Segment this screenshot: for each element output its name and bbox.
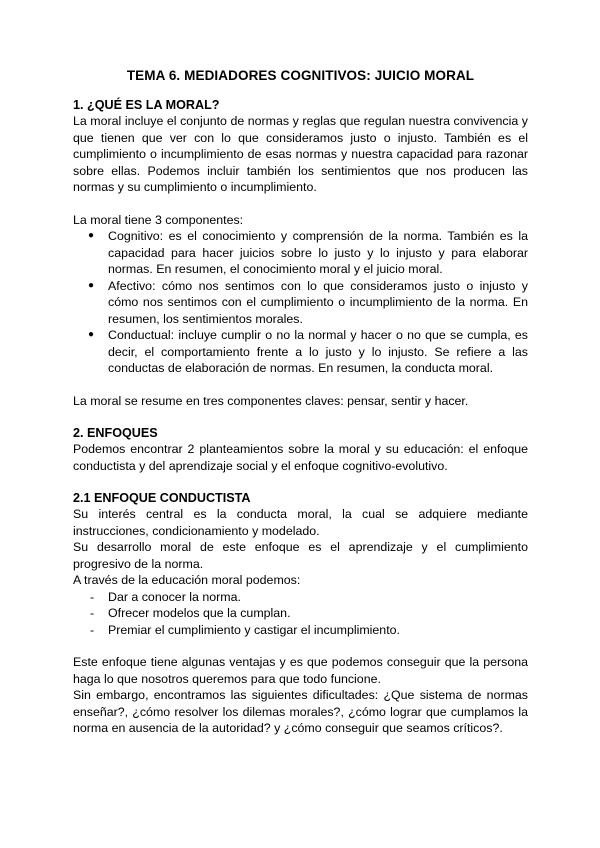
section-2-1-heading: 2.1 ENFOQUE CONDUCTISTA (73, 491, 251, 505)
document-page (73, 68, 528, 737)
section-2-1-p3: A través de la educación moral podemos: (73, 573, 301, 587)
section-1-heading: 1. ¿QUÉ ES LA MORAL? (73, 98, 220, 112)
list-item: - Dar a conocer la norma. (90, 589, 241, 604)
dash-icon: - (90, 622, 95, 637)
components-list (73, 228, 528, 377)
list-item: ● Afectivo: cómo nos sentimos con lo que consideramos justo o injusto y cómo nos sentimos con el cumplimiento o incumplimiento de la norma. En resumen, los sentimientos morales. (88, 278, 528, 326)
section-2-heading: 2. ENFOQUES (73, 426, 158, 440)
section-2-1-p1: Su interés central es la conducta moral, la cual se adquiere mediante instrucciones, condicionamiento y modelado. (73, 507, 528, 538)
actions-list (73, 589, 528, 639)
list-item: ● Cognitivo: es el conocimiento y comprensión de la norma. También es la capacidad para hacer juicios sobre lo justo y lo injusto y para elaborar normas. En resumen, el conocimiento moral y el juicio moral. (88, 229, 528, 276)
section-1-summary: La moral se resume en tres componentes claves: pensar, sentir y hacer. (73, 393, 469, 408)
section-1-intro: La moral incluye el conjunto de normas y reglas que regulan nuestra convivencia y que tienen que ver con lo que consideramos justo o injusto. También es el cumplimiento o incumplimiento de esas normas y nuestra capacidad para razonar sobre ellas. Podemos incluir también los sentimientos que nos producen las normas y su cumplimiento o incumplimiento. (73, 114, 528, 194)
section-2-1-p5: Sin embargo, encontramos las siguientes dificultades: ¿Que sistema de normas enseñar?, ¿cómo resolver los dilemas morales?, ¿cómo lograr que cumplamos la norma en ausencia de la autoridad? y ¿cómo conseguir que seamos críticos?. (73, 688, 528, 735)
bullet-icon: ● (88, 329, 95, 340)
section-2-1-p2: Su desarrollo moral de este enfoque es el aprendizaje y el cumplimiento progresivo de la norma. (73, 540, 528, 571)
list-item: - Ofrecer modelos que la cumplan. (90, 606, 291, 620)
section-2-1-p4: Este enfoque tiene algunas ventajas y es que podemos conseguir que la persona haga lo que nosotros queremos para que todo funcione. (73, 655, 528, 686)
document-title: TEMA 6. MEDIADORES COGNITIVOS: JUICIO MORAL (126, 68, 475, 83)
components-intro: La moral tiene 3 componentes: (73, 212, 244, 227)
bullet-icon: ● (88, 230, 95, 241)
dash-icon: - (90, 589, 95, 604)
dash-icon: - (90, 606, 95, 620)
list-item: - Premiar el cumplimiento y castigar el incumplimiento. (90, 622, 400, 637)
list-item: ● Conductual: incluye cumplir o no la normal y hacer o no que se cumpla, es decir, el comportamiento frente a lo justo y lo injusto. Se refiere a las conductas de elaboración de normas. En resumen, la conducta moral. (88, 328, 528, 375)
section-2-text: Podemos encontrar 2 planteamientos sobre la moral y su educación: el enfoque conductista y del aprendizaje social y el enfoque cognitivo-evolutivo. (73, 442, 528, 473)
bullet-icon: ● (88, 279, 95, 291)
